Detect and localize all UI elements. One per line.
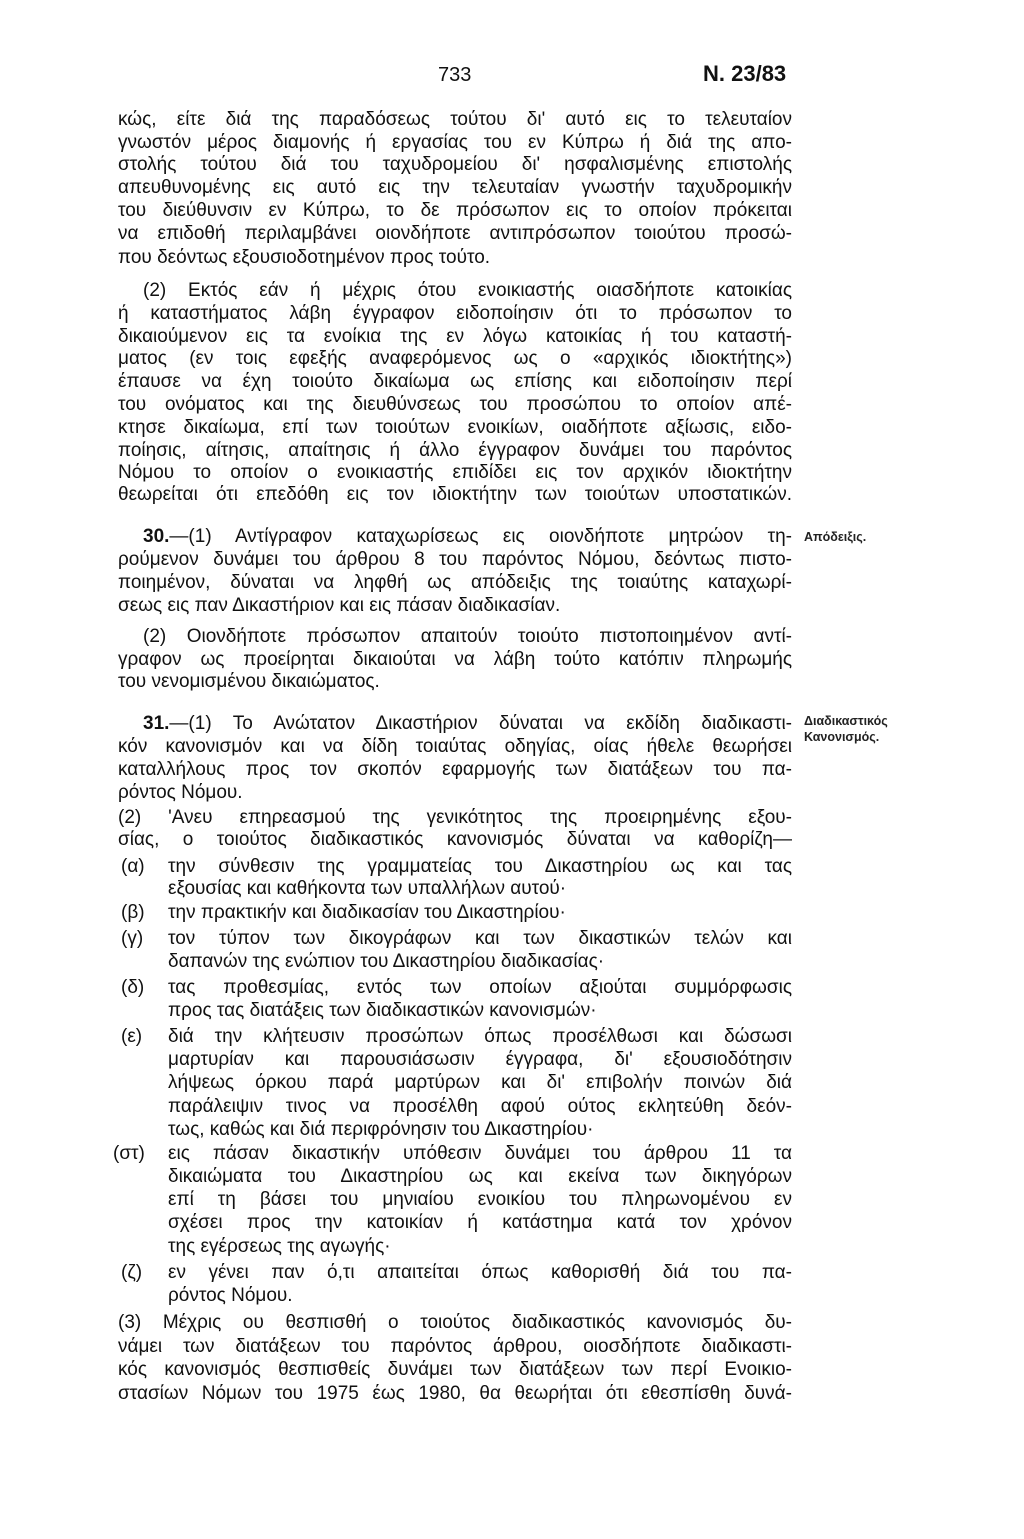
item-label: (στ) [113, 1143, 145, 1164]
text-line: γραφον ως προείρηται δικαιούται να λάβη τούτο κατόπιν πληρωμής [118, 649, 792, 670]
item-label: (δ) [121, 977, 145, 998]
text-line: στολής τούτου διά του ταχυδρομείου δι' ησφαλισμένης επιστολής [118, 154, 792, 175]
text-line: που δεόντως εξουσιοδοτημένον προς τούτο. [118, 247, 491, 268]
text-line: καταλλήλους προς τον σκοπόν εφαρμογής των διατάξεων του πα- [118, 759, 792, 780]
section-number: 30. [143, 526, 170, 547]
text-line: λήψεως όρκου παρά μαρτύρων και δι' επιβολήν ποινών διά [168, 1072, 792, 1093]
text-line: ρούμενον δυνάμει του άρθρου 8 του παρόντος Νόμου, δεόντως πιστο- [118, 549, 792, 570]
text-line: την σύνθεσιν της γραμματείας του Δικαστηρίου ως και τας [168, 856, 792, 877]
text-line: απευθυνομένης εις αυτό εις την τελευταίαν γνωστήν ταχυδρομικήν [118, 177, 792, 198]
text-line: του ονόματος και της διευθύνσεως του προσώπου το οποίον απέ- [118, 394, 792, 415]
text-line: κόν κανονισμόν και να δίδη τοιαύτας οδηγίας, οίας ήθελε θεωρήσει [118, 736, 792, 757]
text-line: τας προθεσμίας, εντός των οποίων αξιούται συμμόρφωσις [168, 977, 792, 998]
text-line: διά την κλήτευσιν προσώπων όπως προσέλθωσι και δώσωσι [168, 1026, 792, 1047]
law-reference: Ν. 23/83 [703, 61, 787, 86]
item-label: (γ) [121, 928, 144, 949]
text-line: ρόντος Νόμου. [118, 782, 243, 803]
text-line: Νόμου το οποίον ο ενοικιαστής επιδίδει εις τον αρχικόν ιδιοκτήτην [118, 462, 792, 483]
text-line: παράλειψιν τινος να προσέλθη αφού ούτος εκλητεύθη δεόν- [168, 1096, 792, 1117]
text-line: (3) Μέχρις ου θεσπισθή ο τοιούτος διαδικαστικός κανονισμός δυ- [118, 1312, 792, 1333]
item-label: (β) [121, 902, 145, 923]
text-line: επί τη βάσει του μηνιαίου ενοικίου του πληρωνομένου εν [168, 1189, 792, 1210]
text-line: σχέσει προς την κατοικίαν ή κατάστημα κατά τον χρόνον [168, 1212, 792, 1233]
text-line: να επιδοθή περιλαμβάνει οιονδήποτε αντιπρόσωπον τοιούτου προσώ- [118, 223, 792, 244]
text-line: ποίησις, αίτησις, απαίτησις ή άλλο έγγραφον δυνάμει του παρόντος [118, 440, 792, 461]
text-line: γνωστόν μέρος διαμονής ή εργασίας του εν Κύπρω ή διά της απο- [118, 132, 792, 153]
text-line: του νενομισμένου δικαιώματος. [118, 671, 380, 692]
text-line: έπαυσε να έχη τοιούτο δικαίωμα ως επίσης και ειδοποίησιν περί [118, 371, 792, 392]
text-line: (2) Εκτός εάν ή μέχρις ότου ενοικιαστής οιασδήποτε κατοικίας [143, 280, 792, 301]
text-line: ποιημένον, δύναται να ληφθή ως απόδειξις της τοιαύτης καταχωρί- [118, 572, 792, 593]
text-line: την πρακτικήν και διαδικασίαν του Δικαστηρίου· [168, 902, 566, 923]
item-label: (ζ) [121, 1262, 143, 1283]
text-line [143, 525, 792, 548]
text-line: προς τας διατάξεις των διαδικαστικών κανονισμών· [168, 1000, 597, 1021]
text-line: σίας, ο τοιούτος διαδικαστικός κανονισμός δύναται να καθορίζη— [118, 829, 792, 850]
text-line: δικαιώματα του Δικαστηρίου ως και εκείνα των δικηγόρων [168, 1166, 792, 1187]
text-line: τον τύπον των δικογράφων και των δικαστικών τελών και [168, 928, 792, 949]
text-line: κός κανονισμός θεσπισθείς δυνάμει των διατάξεων των περί Ενοικιο- [118, 1359, 792, 1380]
text-line: εξουσίας και καθήκοντα των υπαλλήλων αυτού· [168, 878, 567, 899]
text-line: ματος (εν τοις εφεξής αναφερόμενος ως ο «αρχικός ιδιοκτήτης») [118, 348, 792, 369]
text-line: σεως εις παν Δικαστήριον και εις πάσαν διαδικασίαν. [118, 595, 561, 616]
text-line: θεωρείται ότι επεδόθη εις τον ιδιοκτήτην των τοιούτων υποστατικών. [118, 484, 792, 505]
text-line: τως, καθώς και διά περιφρόνησιν του Δικαστηρίου· [168, 1119, 594, 1140]
text-line: δαπανών της ενώπιον του Δικαστηρίου διαδικασίας· [168, 951, 605, 972]
text-line: του διεύθυνσιν εν Κύπρω, το δε πρόσωπον εις το οποίον πρόκειται [118, 200, 792, 221]
text-line: κτησε δικαίωμα, επί των τοιούτων ενοικίων, οιαδήποτε αξίωσις, ειδο- [118, 417, 792, 438]
text-line: νάμει των διατάξεων του παρόντος άρθρου, οιοσδήποτε διαδικαστι- [118, 1336, 792, 1357]
text-line: (2) Οιονδήποτε πρόσωπον απαιτούν τοιούτο πιστοποιημένον αντί- [143, 626, 792, 647]
text-line [143, 712, 792, 735]
item-label: (ε) [121, 1026, 143, 1047]
text-line: εις πάσαν δικαστικήν υπόθεσιν δυνάμει του άρθρου 11 τα [168, 1143, 792, 1164]
text-line: στασίων Νόμων του 1975 έως 1980, θα θεωρήται ότι εθεσπίσθη δυνά- [118, 1383, 792, 1404]
margin-note: Διαδικαστικός [804, 714, 888, 728]
text-line: κώς, είτε διά της παραδόσεως τούτου δι' αυτό εις το τελευταίον [118, 109, 792, 130]
text-line: της εγέρσεως της αγωγής· [168, 1236, 391, 1257]
text-line: μαρτυρίαν και παρουσιάσωσιν έγγραφα, δι' εξουσιοδότησιν [168, 1049, 792, 1070]
text-span: —(1) Αντίγραφον καταχωρίσεως εις οιονδήποτε μητρώον τη- [169, 526, 792, 547]
text-line: εν γένει παν ό,τι απαιτείται όπως καθορισθή διά του πα- [168, 1262, 792, 1283]
text-line: ή καταστήματος λάβη έγγραφον ειδοποίησιν ότι το πρόσωπον το [118, 303, 792, 324]
text-line: δικαιούμενον εις τα ενοίκια της εν λόγω κατοικίας ή του καταστή- [118, 326, 792, 347]
page-number: 733 [438, 64, 472, 86]
margin-note: Απόδειξις. [804, 530, 867, 544]
text-line: (2) 'Ανευ επηρεασμού της γενικότητος της προειρημένης εξου- [118, 807, 792, 828]
text-span: —(1) Το Ανώτατον Δικαστήριον δύναται να εκδίδη διαδικαστι- [169, 713, 792, 734]
margin-note: Κανονισμός. [804, 730, 880, 744]
text-line: ρόντος Νόμου. [168, 1285, 293, 1306]
section-number: 31. [143, 713, 170, 734]
item-label: (α) [121, 856, 145, 877]
